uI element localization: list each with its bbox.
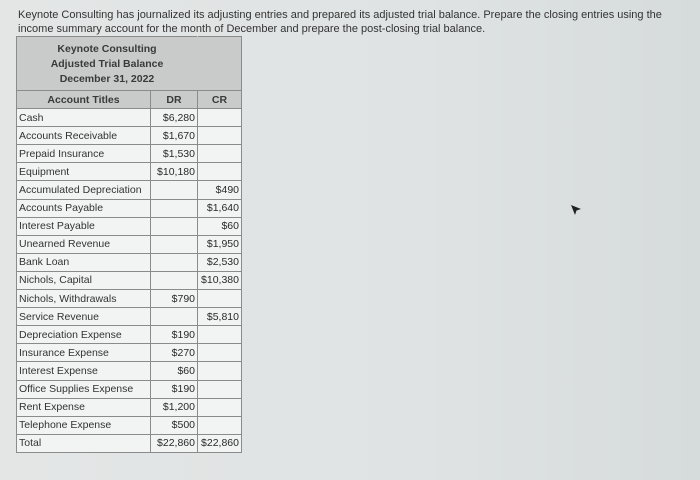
credit-cell: [198, 145, 242, 163]
account-title-cell: Depreciation Expense: [17, 326, 151, 344]
account-title-cell: Service Revenue: [17, 308, 151, 326]
credit-cell: [198, 362, 242, 380]
debit-cell: $1,530: [151, 145, 198, 163]
credit-cell: $490: [198, 181, 242, 199]
table-row: [17, 217, 242, 235]
debit-cell: [151, 217, 198, 235]
credit-cell: [198, 109, 242, 127]
account-title-cell: Prepaid Insurance: [17, 145, 151, 163]
table-row: [17, 235, 242, 253]
table-title: [17, 37, 198, 91]
credit-cell: [198, 290, 242, 308]
table-row: [17, 380, 242, 398]
credit-cell: $2,530: [198, 253, 242, 271]
table-row: [17, 344, 242, 362]
table-row: [17, 416, 242, 434]
table-row: [17, 326, 242, 344]
credit-cell: [198, 344, 242, 362]
table-row: [17, 398, 242, 416]
account-title-cell: Accounts Receivable: [17, 127, 151, 145]
debit-cell: $6,280: [151, 109, 198, 127]
account-title-cell: Interest Payable: [17, 217, 151, 235]
table-row: [17, 109, 242, 127]
company-name: Keynote Consulting: [57, 43, 157, 55]
table-row: [17, 271, 242, 289]
adjusted-trial-balance-table: [16, 36, 242, 453]
credit-cell: [198, 416, 242, 434]
table-row: [17, 163, 242, 181]
account-title-cell: Total: [17, 434, 151, 452]
account-title-cell: Interest Expense: [17, 362, 151, 380]
credit-cell: $10,380: [198, 271, 242, 289]
account-title-cell: Accounts Payable: [17, 199, 151, 217]
header-dr: DR: [151, 91, 198, 109]
table-row: [17, 290, 242, 308]
table-row: [17, 181, 242, 199]
credit-cell: [198, 380, 242, 398]
debit-cell: $60: [151, 362, 198, 380]
credit-cell: $1,640: [198, 199, 242, 217]
account-title-cell: Rent Expense: [17, 398, 151, 416]
table-row: [17, 199, 242, 217]
report-name: Adjusted Trial Balance: [50, 58, 164, 70]
account-title-cell: Office Supplies Expense: [17, 380, 151, 398]
table-row: [17, 308, 242, 326]
title-blank-cell: [198, 37, 242, 91]
table-row: [17, 145, 242, 163]
account-title-cell: Unearned Revenue: [17, 235, 151, 253]
credit-cell: [198, 398, 242, 416]
account-title-cell: Equipment: [17, 163, 151, 181]
debit-cell: $790: [151, 290, 198, 308]
account-title-cell: Accumulated Depreciation: [17, 181, 151, 199]
debit-cell: [151, 199, 198, 217]
debit-cell: [151, 235, 198, 253]
credit-cell: $22,860: [198, 434, 242, 452]
table-row: [17, 127, 242, 145]
debit-cell: [151, 271, 198, 289]
account-title-cell: Telephone Expense: [17, 416, 151, 434]
header-cr: CR: [198, 91, 242, 109]
debit-cell: [151, 308, 198, 326]
credit-cell: $60: [198, 217, 242, 235]
header-account-titles: Account Titles: [17, 91, 151, 109]
account-title-cell: Cash: [17, 109, 151, 127]
debit-cell: $1,200: [151, 398, 198, 416]
question-instructions: Keynote Consulting has journalized its adjusting entries and prepared its adjusted trial balance. Prepare the closing entries using the income summary account for the month of December and prepare the post-closing trial balance.: [18, 9, 662, 35]
account-title-cell: Bank Loan: [17, 253, 151, 271]
debit-cell: $190: [151, 380, 198, 398]
table-row: [17, 253, 242, 271]
debit-cell: $190: [151, 326, 198, 344]
debit-cell: [151, 181, 198, 199]
debit-cell: [151, 253, 198, 271]
credit-cell: [198, 163, 242, 181]
account-title-cell: Nichols, Withdrawals: [17, 290, 151, 308]
debit-cell: $500: [151, 416, 198, 434]
table-row: [17, 362, 242, 380]
mouse-pointer-icon: [570, 204, 582, 216]
debit-cell: $22,860: [151, 434, 198, 452]
credit-cell: $1,950: [198, 235, 242, 253]
credit-cell: [198, 326, 242, 344]
debit-cell: $1,670: [151, 127, 198, 145]
debit-cell: $10,180: [151, 163, 198, 181]
credit-cell: $5,810: [198, 308, 242, 326]
debit-cell: $270: [151, 344, 198, 362]
table-row: [17, 434, 242, 452]
report-date: December 31, 2022: [59, 73, 155, 85]
account-title-cell: Nichols, Capital: [17, 271, 151, 289]
trial-balance-body: [17, 109, 242, 453]
account-title-cell: Insurance Expense: [17, 344, 151, 362]
credit-cell: [198, 127, 242, 145]
